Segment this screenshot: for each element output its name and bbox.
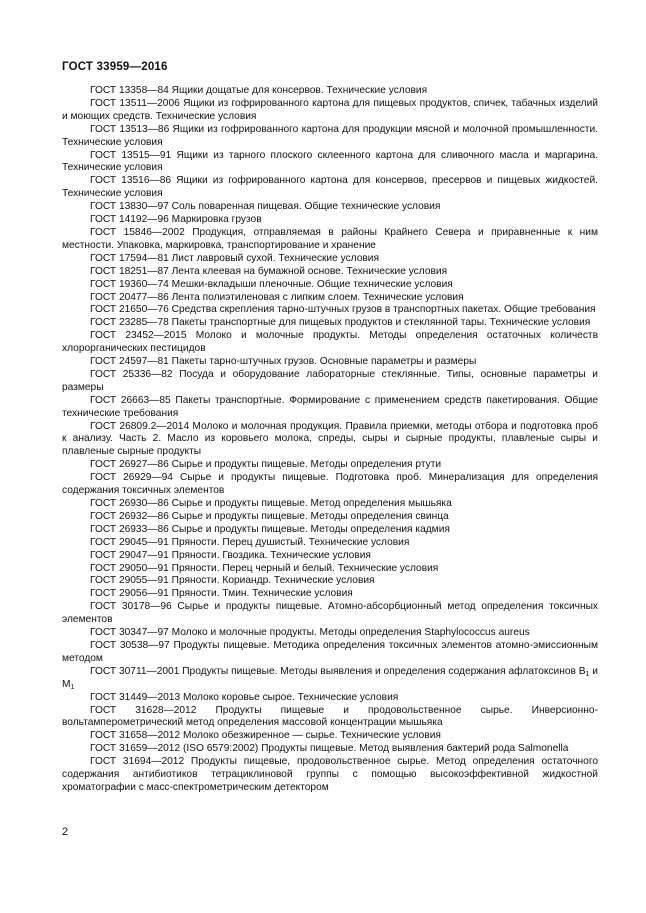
reference-entry: ГОСТ 26929—94 Сырье и продукты пищевые. Подготовка проб. Минерализация для определения содержания токсичных элементов — [62, 472, 598, 497]
reference-entry: ГОСТ 20477—86 Лента полиэтиленовая с липким слоем. Технические условия — [90, 291, 464, 303]
reference-entry: ГОСТ 13358—84 Ящики дощатые для консервов. Технические условия — [90, 85, 428, 96]
reference-entry: ГОСТ 13513—86 Ящики из гофрированного картона для продукции мясной и молочной промышленности. Технические условия — [62, 123, 598, 148]
reference-entry: ГОСТ 26809.2—2014 Молоко и молочная продукция. Правила приемки, методы отбора и подготовка проб к анализу. Часть 2. Масло из коровьего молока, спреды, сыры и сырные продукты, плавленые сыры и плавленые сырные продукты — [62, 420, 598, 458]
reference-entry: ГОСТ 25336—82 Посуда и оборудование лабораторные стеклянные. Типы, основные параметры и размеры — [62, 368, 598, 393]
reference-entry: ГОСТ 31449—2013 Молоко коровье сырое. Технические условия — [90, 691, 399, 703]
reference-entry: ГОСТ 29056—91 Пряности. Тмин. Технические условия — [90, 588, 353, 600]
reference-entry-aflatoxin — [62, 666, 598, 692]
document-header: ГОСТ 33959—2016 — [62, 61, 168, 73]
reference-entry: ГОСТ 26663—85 Пакеты транспортные. Формирование с применением средств пакетирования. Общие технические требования — [62, 394, 598, 419]
reference-entry: ГОСТ 23452—2015 Молоко и молочные продукты. Методы определения остаточных количеств хлорорганических пестицидов — [62, 330, 598, 355]
reference-entry: ГОСТ 13516—86 Ящики из гофрированного картона для консервов, пресервов и пищевых жидкостей. Технические условия — [62, 175, 598, 200]
reference-entry: ГОСТ 26933—86 Сырье и продукты пищевые. Методы определения кадмия — [90, 523, 450, 535]
subscript: 1 — [585, 670, 590, 678]
reference-entry: ГОСТ 15846—2002 Продукция, отправляемая в районы Крайнего Севера и приравненные к ним местности. Упаковка, маркировка, транспортирование и хранение — [62, 226, 598, 251]
subscript: 1 — [70, 683, 75, 691]
reference-entry: ГОСТ 24597—81 Пакеты тарно-штучных грузов. Основные параметры и размеры — [90, 356, 477, 368]
reference-entry: ГОСТ 13515—91 Ящики из тарного плоского склеенного картона для сливочного масла и маргарина. Технические условия — [62, 149, 598, 174]
reference-entry: ГОСТ 23285—78 Пакеты транспортные для пищевых продуктов и стеклянной тары. Технические условия — [90, 317, 591, 329]
reference-entry: ГОСТ 31659—2012 (ISO 6579:2002) Продукты пищевые. Метод выявления бактерий рода Salmonella — [90, 743, 569, 755]
normative-references-list — [62, 85, 598, 795]
conjunction-text: и M — [62, 665, 598, 690]
reference-entry: ГОСТ 31628—2012 Продукты пищевые и продовольственное сырье. Инверсионно-вольтамперометрический метод определения массовой концентрации мышьяка — [62, 704, 598, 729]
reference-entry: ГОСТ 30538—97 Продукты пищевые. Методика определения токсичных элементов атомно-эмиссионным методом — [62, 639, 598, 664]
reference-entry: ГОСТ 13830—97 Соль поваренная пищевая. Общие технические условия — [90, 201, 441, 213]
reference-entry: ГОСТ 13511—2006 Ящики из гофрированного картона для пищевых продуктов, спичек, табачных изделий и моющих средств. Технические условия — [62, 97, 598, 122]
reference-entry: ГОСТ 26927—86 Сырье и продукты пищевые. Методы определения ртути — [90, 459, 442, 471]
reference-entry: ГОСТ 19360—74 Мешки-вкладыши пленочные. Общие технические условия — [90, 278, 453, 290]
reference-entry: ГОСТ 30347—97 Молоко и молочные продукты. Методы определения Staphylococcus aureus — [90, 627, 530, 639]
reference-entry: ГОСТ 30178—96 Сырье и продукты пищевые. Атомно-абсорбционный метод определения токсичных элементов — [62, 601, 598, 626]
reference-entry: ГОСТ 29050—91 Пряности. Перец черный и белый. Технические условия — [90, 562, 439, 574]
reference-entry-text: ГОСТ 30711—2001 Продукты пищевые. Методы выявления и определения содержания афлатоксинов B — [90, 665, 586, 677]
reference-entry: ГОСТ 17594—81 Лист лавровый сухой. Технические условия — [90, 252, 380, 264]
reference-entry: ГОСТ 29047—91 Пряности. Гвоздика. Технические условия — [90, 549, 371, 561]
reference-entry: ГОСТ 29045—91 Пряности. Перец душистый. Технические условия — [90, 536, 410, 548]
reference-entry: ГОСТ 26932—86 Сырье и продукты пищевые. Методы определения свинца — [90, 510, 449, 522]
reference-entry: ГОСТ 18251—87 Лента клеевая на бумажной основе. Технические условия — [90, 265, 448, 277]
reference-entry: ГОСТ 21650—76 Средства скрепления тарно-штучных грузов в транспортных пакетах. Общие требования — [90, 304, 596, 316]
reference-entry: ГОСТ 31658—2012 Молоко обезжиренное — сырье. Технические условия — [90, 730, 441, 742]
reference-entry: ГОСТ 31694—2012 Продукты пищевые, продовольственное сырье. Метод определения остаточного содержания антибиотиков тетрациклиновой группы с помощью высокоэффективной жидкостной хроматографии с масс-спектрометрическим детектором — [62, 756, 598, 793]
reference-entry: ГОСТ 26930—86 Сырье и продукты пищевые. Метод определения мышьяка — [90, 498, 452, 509]
page-number: 2 — [62, 826, 69, 838]
reference-entry: ГОСТ 14192—96 Маркировка грузов — [90, 214, 262, 226]
reference-entry: ГОСТ 29055—91 Пряности. Кориандр. Технические условия — [90, 575, 375, 587]
